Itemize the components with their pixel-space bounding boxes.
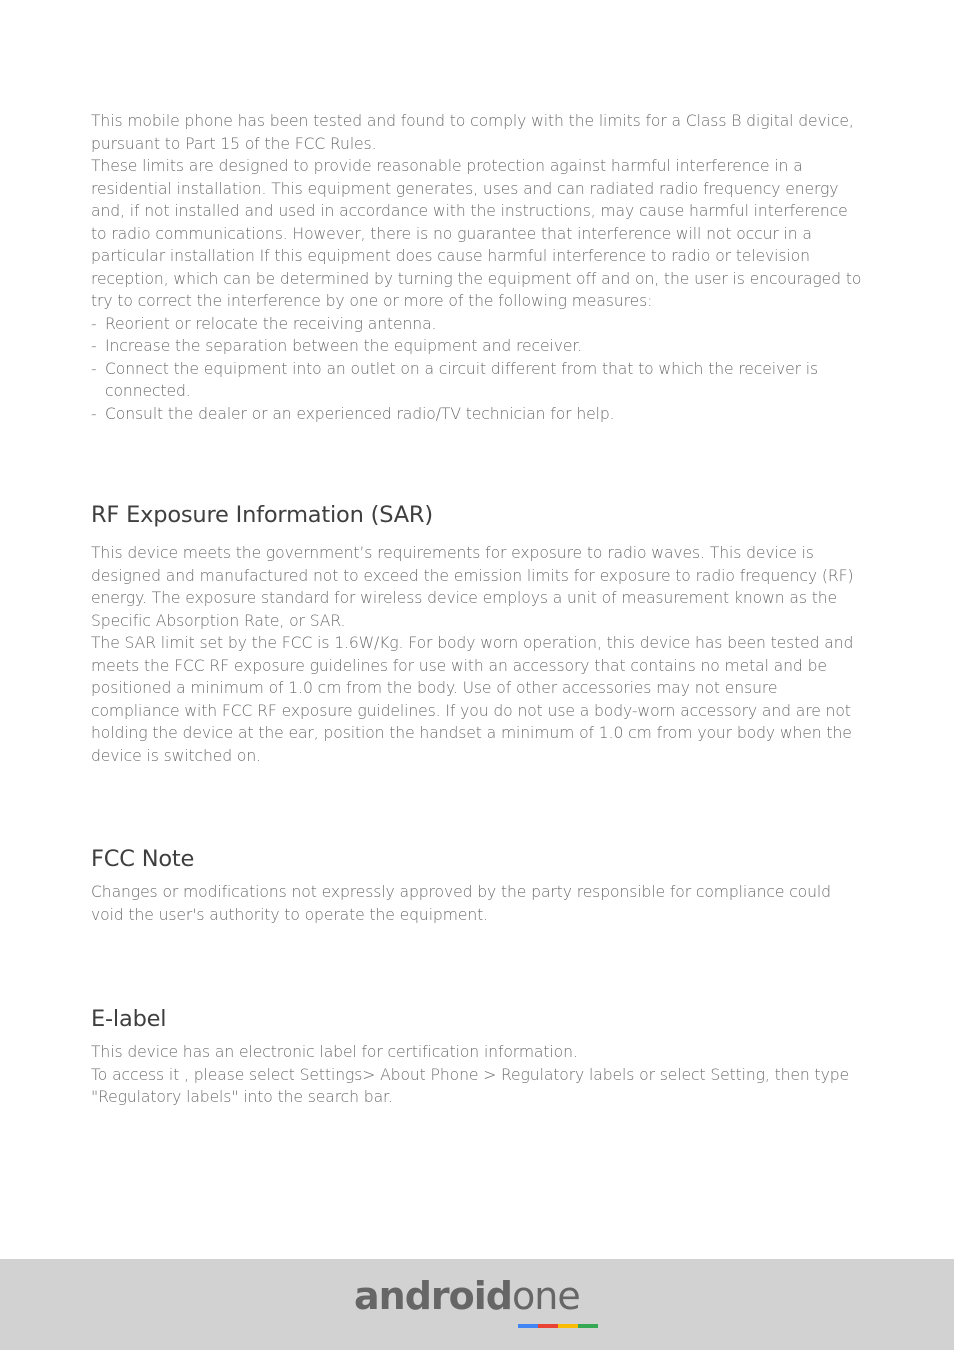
fcc-note-paragraph: Changes or modifications not expressly approved by the party responsible for compliance could void the user's authority to operate the equipment.	[91, 883, 831, 924]
android-one-logo	[354, 1274, 600, 1330]
e-label-paragraph-1: This device has an electronic label for certification information.	[91, 1043, 578, 1061]
logo-bar-segment	[578, 1324, 598, 1328]
logo-bar-segment	[518, 1324, 538, 1328]
list-item: - Connect the equipment into an outlet on a circuit different from that to which the receiver is connected.	[91, 359, 819, 400]
rf-exposure-heading: RF Exposure Information (SAR)	[91, 502, 433, 528]
compliance-statement: This mobile phone has been tested and found to comply with the limits for a Class B digital device, pursuant to Part 15 of the FCC Rules.	[91, 112, 854, 153]
list-item: - Consult the dealer or an experienced radio/TV technician for help.	[91, 404, 615, 423]
interference-paragraph: These limits are designed to provide reasonable protection against harmful interference in a residential installation. This equipment generates, uses and can radiated radio frequency energy and, if not installed and used in accordance with the instructions, may cause harmful interference to radio communications. However, there is no guarantee that interference will not occur in a particular installation If this equipment does cause harmful interference to radio or television reception, which can be determined by turning the equipment off and on, the user is encouraged to try to correct the interference by one or more of the following measures:	[91, 157, 862, 310]
e-label-section	[91, 1006, 866, 1109]
rf-exposure-section	[91, 502, 866, 767]
list-item: - Increase the separation between the equipment and receiver.	[91, 337, 583, 355]
logo-bar-segment	[538, 1324, 558, 1328]
rf-exposure-paragraph-2: The SAR limit set by the FCC is 1.6W/Kg. For body worn operation, this device has been tested and meets the FCC RF exposure guidelines for use with an accessory that contains no metal and be positioned a minimum of 1.0 cm from the body. Use of other accessories may not ensure compliance with FCC RF exposure guidelines. If you do not use a body-worn accessory and are not holding the device at the ear, position the handset a minimum of 1.0 cm from your body when the device is switched on.	[91, 634, 854, 765]
e-label-heading: E-label	[91, 1006, 167, 1032]
fcc-note-section	[91, 846, 866, 926]
document-body	[91, 110, 866, 1106]
fcc-compliance-section	[91, 110, 866, 425]
logo-wordmark: androidone	[354, 1274, 580, 1318]
list-item: - Reorient or relocate the receiving antenna.	[91, 314, 437, 333]
logo-bar-segment	[558, 1324, 578, 1328]
logo-color-bar	[518, 1324, 598, 1328]
fcc-note-heading: FCC Note	[91, 846, 195, 872]
measures-list	[91, 313, 866, 426]
footer-band	[0, 1259, 954, 1350]
rf-exposure-paragraph-1: This device meets the government’s requirements for exposure to radio waves. This device is designed and manufactured not to exceed the emission limits for exposure to radio frequency (RF) energy. The exposure standard for wireless device employs a unit of measurement known as the Specific Absorption Rate, or SAR.	[91, 544, 854, 630]
e-label-paragraph-2: To access it , please select Settings> About Phone > Regulatory labels or select Setting, then type "Regulatory labels" into the search bar.	[91, 1065, 849, 1106]
